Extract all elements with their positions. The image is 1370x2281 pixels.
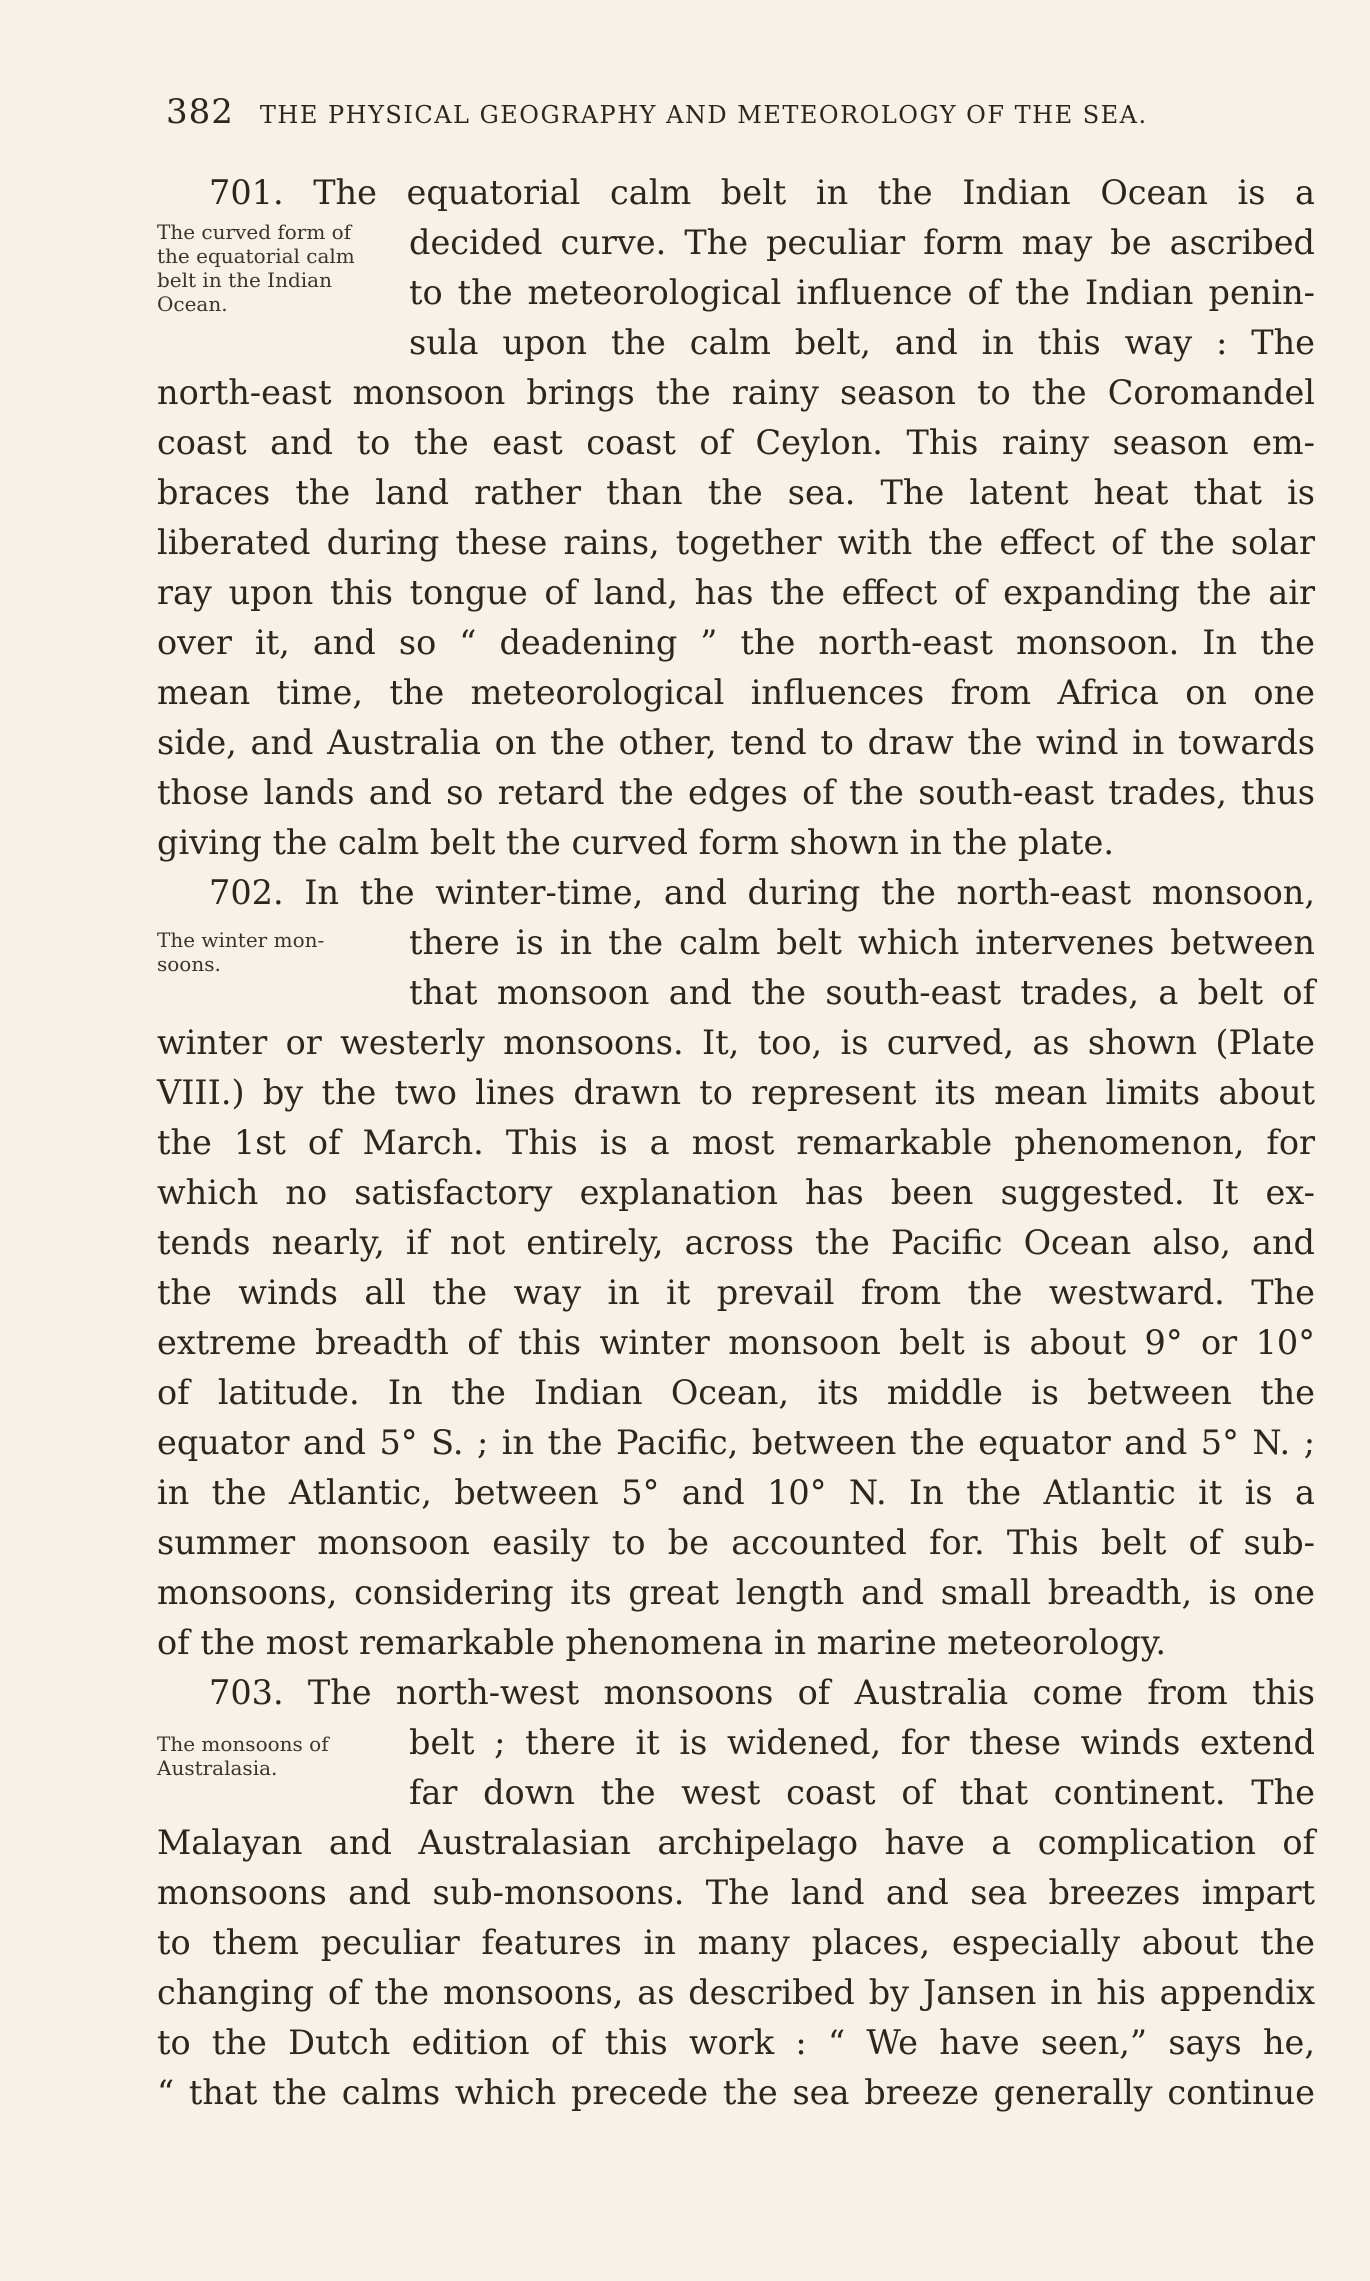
sidenote-line: belt in the Indian [157,268,332,292]
text-line: north-east monsoon brings the rainy season to the Coromandel [157,373,1315,412]
text-line: that monsoon and the south-east trades, a belt of [409,973,1315,1012]
page-header [166,92,1256,142]
sidenote-line: the equatorial calm [157,244,355,268]
text-line: to the meteorological influence of the Indian penin- [409,273,1315,312]
paragraph-703 [157,1668,1315,2118]
sidenote-line: Ocean. [157,292,228,316]
text-line: those lands and so retard the edges of the south-east trades, thus [157,773,1315,812]
text-line: Malayan and Australasian archipelago have a complication of [157,1823,1315,1862]
sidenote-line: The monsoons of [157,1732,329,1756]
text-line: over it, and so “ deadening ” the north-east monsoon. In the [157,623,1315,662]
text-line: VIII.) by the two lines drawn to represent its mean limits about [157,1073,1315,1112]
text-line: winter or westerly monsoons. It, too, is curved, as shown (Plate [157,1023,1315,1062]
sidenote-line: soons. [157,952,221,976]
sidenote-winter-monsoons [157,928,397,976]
sidenote-australasia [157,1732,397,1780]
text-line: tends nearly, if not entirely, across the Pacific Ocean also, and [157,1223,1315,1262]
text-line: monsoons and sub-monsoons. The land and sea breezes impart [157,1873,1315,1912]
text-line: the winds all the way in it prevail from the westward. The [157,1273,1315,1312]
text-line: extreme breadth of this winter monsoon belt is about 9° or 10° [157,1323,1315,1362]
sidenote-line: The curved form of [157,220,352,244]
text-line: the 1st of March. This is a most remarkable phenomenon, for [157,1123,1315,1162]
text-line: 703. The north-west monsoons of Australia come from this [209,1673,1315,1712]
text-line: mean time, the meteorological influences from Africa on one [157,673,1315,712]
text-line: of latitude. In the Indian Ocean, its middle is between the [157,1373,1315,1412]
text-line: summer monsoon easily to be accounted for. This belt of sub- [157,1523,1315,1562]
text-line: sula upon the calm belt, and in this way : The [409,323,1315,362]
text-line: monsoons, considering its great length and small breadth, is one [157,1573,1315,1612]
text-line: equator and 5° S. ; in the Pacific, between the equator and 5° N. ; [157,1423,1315,1462]
text-line: there is in the calm belt which intervenes between [409,923,1315,962]
sidenote-curved-form [157,220,397,316]
text-line: 701. The equatorial calm belt in the Indian Ocean is a [209,173,1315,212]
text-line: changing of the monsoons, as described by Jansen in his appendix [157,1973,1315,2012]
text-line: liberated during these rains, together with the effect of the solar [157,523,1315,562]
text-line: to them peculiar features in many places, especially about the [157,1923,1315,1962]
text-line: side, and Australia on the other, tend to draw the wind in towards [157,723,1315,762]
page-number: 382 [166,92,234,132]
text-line: coast and to the east coast of Ceylon. This rainy season em- [157,423,1315,462]
text-line: decided curve. The peculiar form may be ascribed [409,223,1315,262]
sidenote-line: Australasia. [157,1756,278,1780]
paragraph-702 [157,868,1315,1668]
text-line: ray upon this tongue of land, has the effect of expanding the air [157,573,1315,612]
sidenote-line: The winter mon- [157,928,325,952]
running-title: THE PHYSICAL GEOGRAPHY AND METEOROLOGY OF THE SEA. [259,101,1148,129]
text-line: “ that the calms which precede the sea breeze generally continue [157,2073,1315,2112]
text-line: in the Atlantic, between 5° and 10° N. In the Atlantic it is a [157,1473,1315,1512]
paragraph-701 [157,168,1315,868]
text-line: which no satisfactory explanation has been suggested. It ex- [157,1173,1315,1212]
text-line: far down the west coast of that continent. The [409,1773,1315,1812]
text-line: braces the land rather than the sea. The latent heat that is [157,473,1315,512]
text-line: belt ; there it is widened, for these winds extend [409,1723,1315,1762]
text-line: 702. In the winter-time, and during the north-east monsoon, [209,873,1315,912]
text-line: giving the calm belt the curved form shown in the plate. [157,823,1114,862]
text-line: of the most remarkable phenomena in marine meteorology. [157,1623,1166,1662]
text-line: to the Dutch edition of this work : “ We have seen,” says he, [157,2023,1315,2062]
body-text [157,168,1315,2118]
